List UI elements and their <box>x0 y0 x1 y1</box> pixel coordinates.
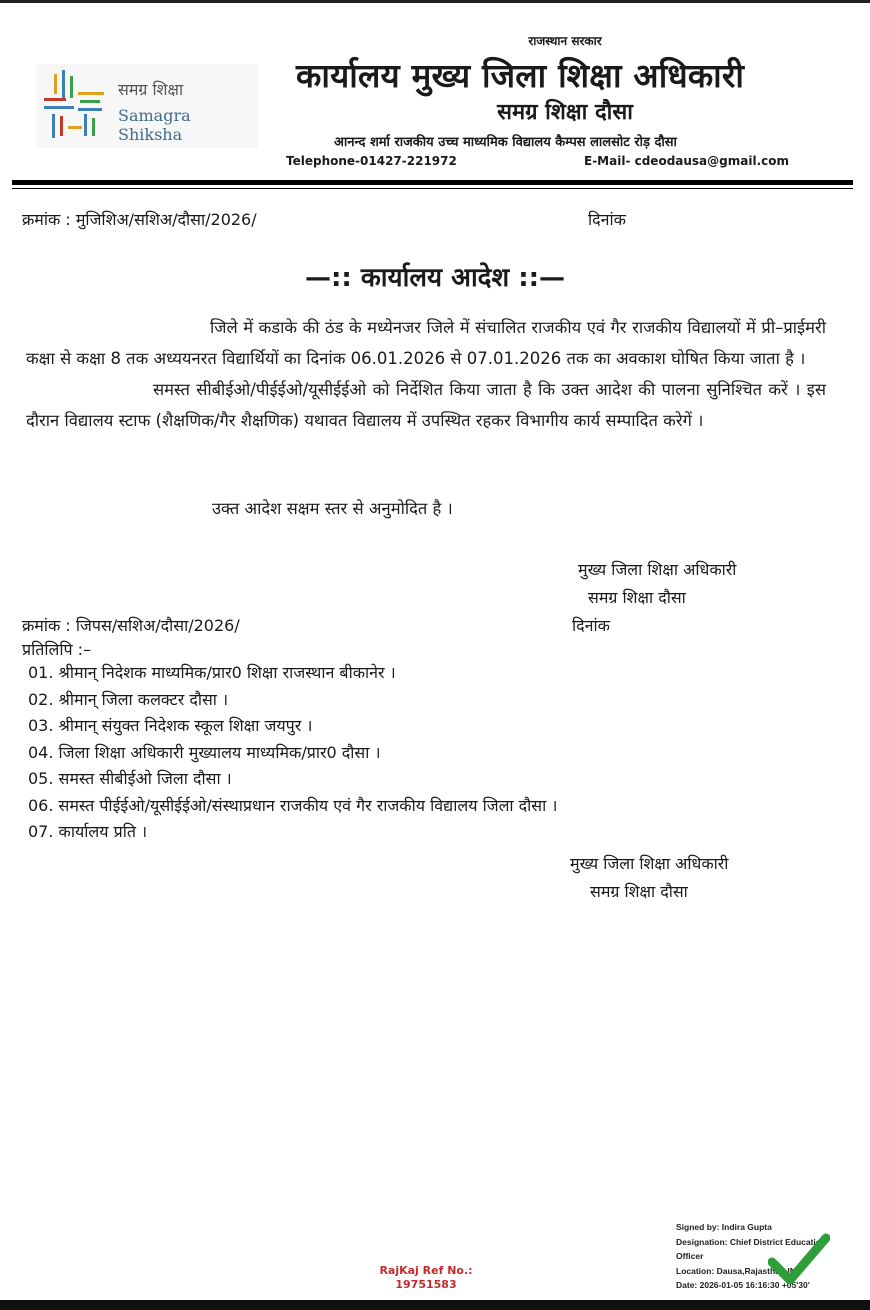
list-item: 04. जिला शिक्षा अधिकारी मुख्यालय माध्यमिक/प्रार0 दौसा । <box>28 742 381 762</box>
digital-signature-designation: Designation: Chief District Education <box>676 1236 827 1247</box>
bottom-border <box>0 1300 870 1310</box>
list-item: 05. समस्त सीबीईओ जिला दौसा । <box>28 769 232 788</box>
signatory-designation-2: मुख्य जिला शिक्षा अधिकारी <box>570 854 729 873</box>
order-body <box>26 312 826 436</box>
order-paragraph-3: उक्त आदेश सक्षम स्तर से अनुमोदित है । <box>212 499 453 518</box>
top-border <box>0 0 870 3</box>
office-telephone: Telephone-01427-221972 <box>286 154 457 168</box>
copy-reference-date-label: दिनांक <box>572 616 610 635</box>
signature-verified-check-icon <box>768 1232 830 1288</box>
digital-signature-signed-by: Signed by: Indira Gupta <box>676 1222 772 1232</box>
digital-signature-designation-cont: Officer <box>676 1251 704 1261</box>
rajkaj-reference <box>366 1264 486 1292</box>
signatory-designation: मुख्य जिला शिक्षा अधिकारी <box>578 560 737 579</box>
rajkaj-number: 19751583 <box>395 1278 457 1291</box>
list-item: 07. कार्यालय प्रति । <box>28 822 148 841</box>
office-email: E-Mail- cdeodausa@gmail.com <box>584 154 789 168</box>
office-unit: समग्र शिक्षा दौसा <box>497 100 633 125</box>
list-item: 03. श्रीमान् संयुक्त निदेशक स्कूल शिक्षा जयपुर । <box>28 716 313 735</box>
copy-reference-number: क्रमांक : जिपस/सशिअ/दौसा/2026/ <box>22 616 240 635</box>
list-item: 02. श्रीमान् जिला कलक्टर दौसा । <box>28 689 229 709</box>
digital-signature-date: Date: 2026-01-05 16:16:30 +05'30' <box>676 1280 810 1290</box>
letterhead-divider-thin <box>12 188 853 189</box>
order-paragraph-2: समस्त सीबीईओ/पीईईओ/यूसीईईओ को निर्देशित किया जाता है कि उक्त आदेश की पालना सुनिश्चित करें । इस दौरान विद्यालय स्टाफ (शैक्षणिक/गैर शैक्षणिक) यथावत विद्यालय में उपस्थित रहकर विभागीय कार्य सम्पादित करेगें । <box>26 380 826 430</box>
rajkaj-label: RajKaj Ref No.: <box>379 1264 473 1277</box>
list-item: 01. श्रीमान् निदेशक माध्यमिक/प्रार0 शिक्षा राजस्थान बीकानेर । <box>28 663 396 682</box>
government-label: राजस्थान सरकार <box>528 34 602 48</box>
digital-signature-location: Location: Dausa,Rajasthan,IN <box>676 1265 796 1276</box>
copy-label: प्रतिलिपि :– <box>22 640 92 659</box>
office-address: आनन्द शर्मा राजकीय उच्च माध्यमिक विद्यालय कैम्पस लालसोट रोड़ दौसा <box>334 135 677 150</box>
logo-hindi-text: समग्र शिक्षा <box>118 80 184 99</box>
office-title: कार्यालय मुख्य जिला शिक्षा अधिकारी <box>296 56 745 95</box>
logo-english-text: Samagra Shiksha <box>118 106 191 144</box>
list-item: 06. समस्त पीईईओ/यूसीईईओ/संस्थाप्रधान राजकीय एवं गैर राजकीय विद्यालय जिला दौसा । <box>28 795 558 815</box>
reference-date-label: दिनांक <box>588 210 626 229</box>
order-title: —:: कार्यालय आदेश ::— <box>304 263 566 293</box>
copy-recipient-list <box>28 660 557 846</box>
signatory-unit: समग्र शिक्षा दौसा <box>588 588 686 607</box>
signatory-unit-2: समग्र शिक्षा दौसा <box>590 882 688 901</box>
order-paragraph-1: जिले में कडाके की ठंड के मध्येनजर जिले में संचालित राजकीय एवं गैर राजकीय विद्यालयों में प्री–प्राईमरी कक्षा से कक्षा 8 तक अध्ययनरत विद्यार्थियों का दिनांक 06.01.2026 से 07.01.2026 तक का अवकाश घोषित किया जाता है । <box>26 318 826 368</box>
letterhead-divider-thick <box>12 180 853 185</box>
reference-number: क्रमांक : मुजिशिअ/सशिअ/दौसा/2026/ <box>22 210 257 229</box>
